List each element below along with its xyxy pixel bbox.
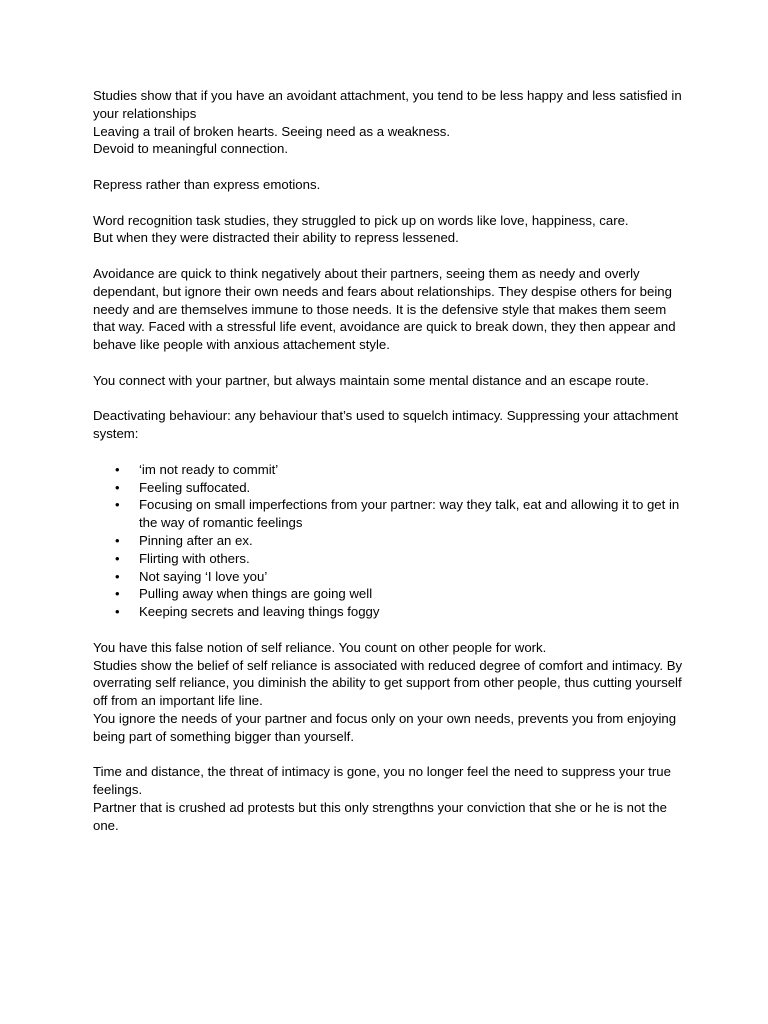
text-line: Studies show the belief of self reliance is associated with reduced degree of comfort and intimacy. By overrating self reliance, you diminish the ability to get support from other people, thus cutting yourself off from an important life line. bbox=[93, 657, 683, 709]
list-item bbox=[115, 585, 683, 603]
list-item bbox=[115, 461, 683, 479]
list-item bbox=[115, 568, 683, 586]
paragraph-avoidant-attachment bbox=[93, 87, 683, 158]
bullet-icon: • bbox=[115, 479, 120, 495]
list-item-text: Flirting with others. bbox=[139, 550, 250, 566]
bullet-icon: • bbox=[115, 497, 120, 513]
list-item-text: Focusing on small imperfections from your partner: way they talk, eat and allowing it to get in the way of romantic feelings bbox=[139, 497, 680, 531]
text-line: Devoid to meaningful connection. bbox=[93, 141, 289, 157]
text-line: But when they were distracted their ability to repress lessened. bbox=[93, 230, 459, 246]
text-line: You ignore the needs of your partner and focus only on your own needs, prevents you from enjoying being part of something bigger than yourself. bbox=[93, 710, 677, 744]
document-page bbox=[93, 87, 683, 852]
paragraph-time-and-distance bbox=[93, 763, 683, 834]
text-line: Word recognition task studies, they struggled to pick up on words like love, happiness, care. bbox=[93, 212, 629, 228]
list-item-text: Not saying ‘I love you’ bbox=[139, 568, 268, 584]
text-line: Deactivating behaviour: any behaviour that’s used to squelch intimacy. Suppressing your attachment system: bbox=[93, 408, 679, 442]
bullet-icon: • bbox=[115, 604, 120, 620]
list-item-text: ‘im not ready to commit’ bbox=[139, 461, 279, 477]
list-item bbox=[115, 496, 683, 532]
bullet-icon: • bbox=[115, 550, 120, 566]
text-line: You have this false notion of self reliance. You count on other people for work. bbox=[93, 639, 547, 655]
paragraph-repress-emotions bbox=[93, 176, 683, 194]
list-item-text: Keeping secrets and leaving things foggy bbox=[139, 604, 380, 620]
text-line: Studies show that if you have an avoidant attachment, you tend to be less happy and less satisfied in your relationships bbox=[93, 88, 682, 121]
paragraph-deactivating-behaviour bbox=[93, 407, 683, 443]
bullet-icon: • bbox=[115, 532, 120, 548]
paragraph-mental-distance bbox=[93, 372, 683, 390]
text-line: Avoidance are quick to think negatively about their partners, seeing them as needy and overly dependant, but ignore their own needs and fears about relationships. They despise others for being needy and are themselves immune to those needs. It is the defensive style that makes them seem that way. Faced with a stressful life event, avoidance are quick to break down, they then appear and behave like people with anxious attachement style. bbox=[93, 265, 676, 353]
list-item bbox=[115, 532, 683, 550]
deactivating-behaviours-list bbox=[93, 461, 683, 621]
text-line: You connect with your partner, but always maintain some mental distance and an escape route. bbox=[93, 372, 649, 388]
list-item-text: Pinning after an ex. bbox=[139, 532, 253, 548]
text-line: Time and distance, the threat of intimacy is gone, you no longer feel the need to suppress your true feelings. bbox=[93, 764, 671, 798]
bullet-icon: • bbox=[115, 461, 120, 477]
text-line: Repress rather than express emotions. bbox=[93, 176, 321, 192]
list-item bbox=[115, 603, 683, 621]
text-line: Leaving a trail of broken hearts. Seeing need as a weakness. bbox=[93, 123, 451, 139]
list-item-text: Feeling suffocated. bbox=[139, 479, 251, 495]
list-item bbox=[115, 550, 683, 568]
paragraph-self-reliance bbox=[93, 639, 683, 746]
bullet-icon: • bbox=[115, 568, 120, 584]
paragraph-avoidance-negative bbox=[93, 265, 683, 354]
bullet-icon: • bbox=[115, 586, 120, 602]
list-item bbox=[115, 479, 683, 497]
paragraph-word-recognition bbox=[93, 212, 683, 248]
list-item-text: Pulling away when things are going well bbox=[139, 586, 373, 602]
text-line: Partner that is crushed ad protests but this only strengthns your conviction that she or he is not the one. bbox=[93, 799, 667, 833]
